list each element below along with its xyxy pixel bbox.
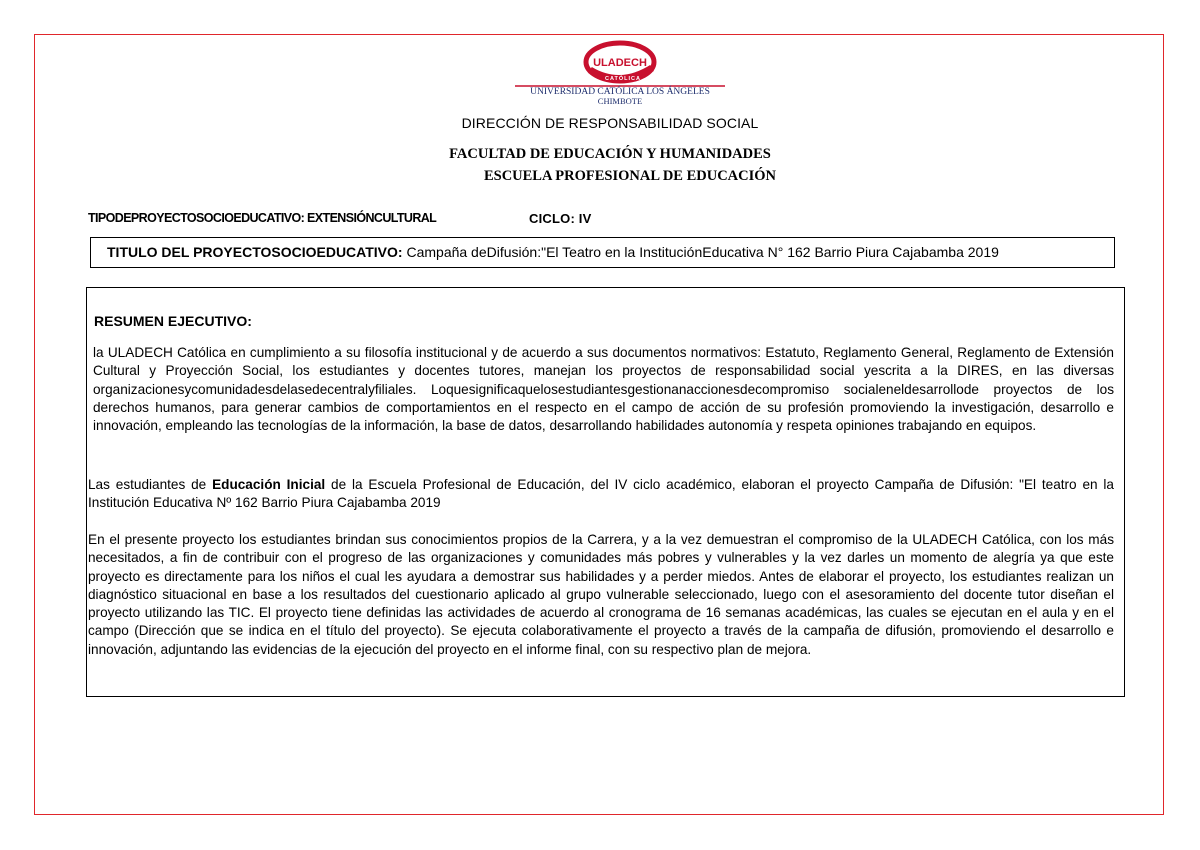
project-type-row bbox=[88, 211, 788, 229]
p2-text-after: de la Escuela Profesional de Educación, del IV ciclo académico, elaboran el proyecto Campaña de Difusión: "El teatro en la Institución Educativa Nº 162 Barrio Piura Cajabamba 2019 bbox=[88, 477, 1114, 511]
summary-paragraph-1: la ULADECH Católica en cumplimiento a su filosofía institucional y de acuerdo a sus documentos normativos: Estatuto, Reglamento General, Reglamento de Extensión Cultural y Proyección Social, los estudiantes y docentes tutores, manejan los proyectos de responsabilidad social yescrita a la DIRES, en las diversas organizacionesycomunidadesdelasedecentralyfiliales. Loquesignificaquelosestudiantesgestionanaccionesdecompromiso socialeneldesarrollode proyectos de los derechos humanos, para generar cambios de comportamientos en el respecto en el campo de acción de su profesión promoviendo la investigación, desarrollo e innovación, empleando las tecnologías de la información, la base de datos, desarrollando habilidades autonomía y respeta opiniones trabajando en equipos. bbox=[93, 345, 1114, 434]
project-title-label: TITULO DEL PROYECTOSOCIOEDUCATIVO: bbox=[107, 244, 403, 260]
project-title-box bbox=[90, 237, 1115, 268]
logo-subtext: CATÓLICA bbox=[604, 76, 642, 82]
p2-bold-program: Educación Inicial bbox=[212, 477, 326, 492]
executive-summary-title: RESUMEN EJECUTIVO: bbox=[94, 313, 252, 329]
project-type: TIPODEPROYECTOSOCIOEDUCATIVO: EXTENSIÓNCULTURAL bbox=[88, 211, 437, 225]
project-title-value: Campaña deDifusión:"El Teatro en la InstituciónEducativa N° 162 Barrio Piura Cajabamba 2019 bbox=[402, 244, 999, 260]
facultad-heading: FACULTAD DE EDUCACIÓN Y HUMANIDADES bbox=[449, 146, 771, 162]
university-name: UNIVERSIDAD CATÓLICA LOS ÁNGELES bbox=[530, 87, 710, 97]
escuela-heading: ESCUELA PROFESIONAL DE EDUCACIÓN bbox=[483, 168, 777, 184]
summary-paragraph-3: En el presente proyecto los estudiantes brindan sus conocimientos propios de la Carrera, y a la vez demuestran el compromiso de la ULADECH Católica, con los más necesitados, a fin de contribuir con el progreso de las organizaciones y comunidades más pobres y vulnerables y la vez darles un momento de alegría ya que este proyecto es directamente para los niños el cual les ayudara a demostrar sus habilidades y a perder miedos. Antes de elaborar el proyecto, los estudiantes realizan un diagnóstico situacional en base a los resultados del cuestionario aplicado al grupo vulnerable seleccionado, luego con el asesoramiento del docente tutor diseñan el proyecto utilizando las TIC. El proyecto tiene definidas las actividades de acuerdo al cronograma de 16 semanas académicas, las cuales se ejecutan en el aula y en el campo (Dirección que se indica en el título del proyecto). Se ejecuta colaborativamente el proyecto a través de la campaña de difusión, promoviendo el desarrollo e innovación, adjuntando las evidencias de la ejecución del proyecto en el informe final, con su respectivo plan de mejora. bbox=[88, 532, 1114, 657]
university-city: CHIMBOTE bbox=[597, 96, 643, 106]
direccion-heading: DIRECCIÓN DE RESPONSABILIDAD SOCIAL bbox=[461, 115, 759, 131]
summary-paragraph-2 bbox=[88, 476, 1114, 513]
project-cycle: CICLO: IV bbox=[529, 211, 592, 226]
p2-text-before: Las estudiantes de bbox=[88, 477, 213, 492]
logo-text: ULADECH bbox=[593, 57, 647, 69]
